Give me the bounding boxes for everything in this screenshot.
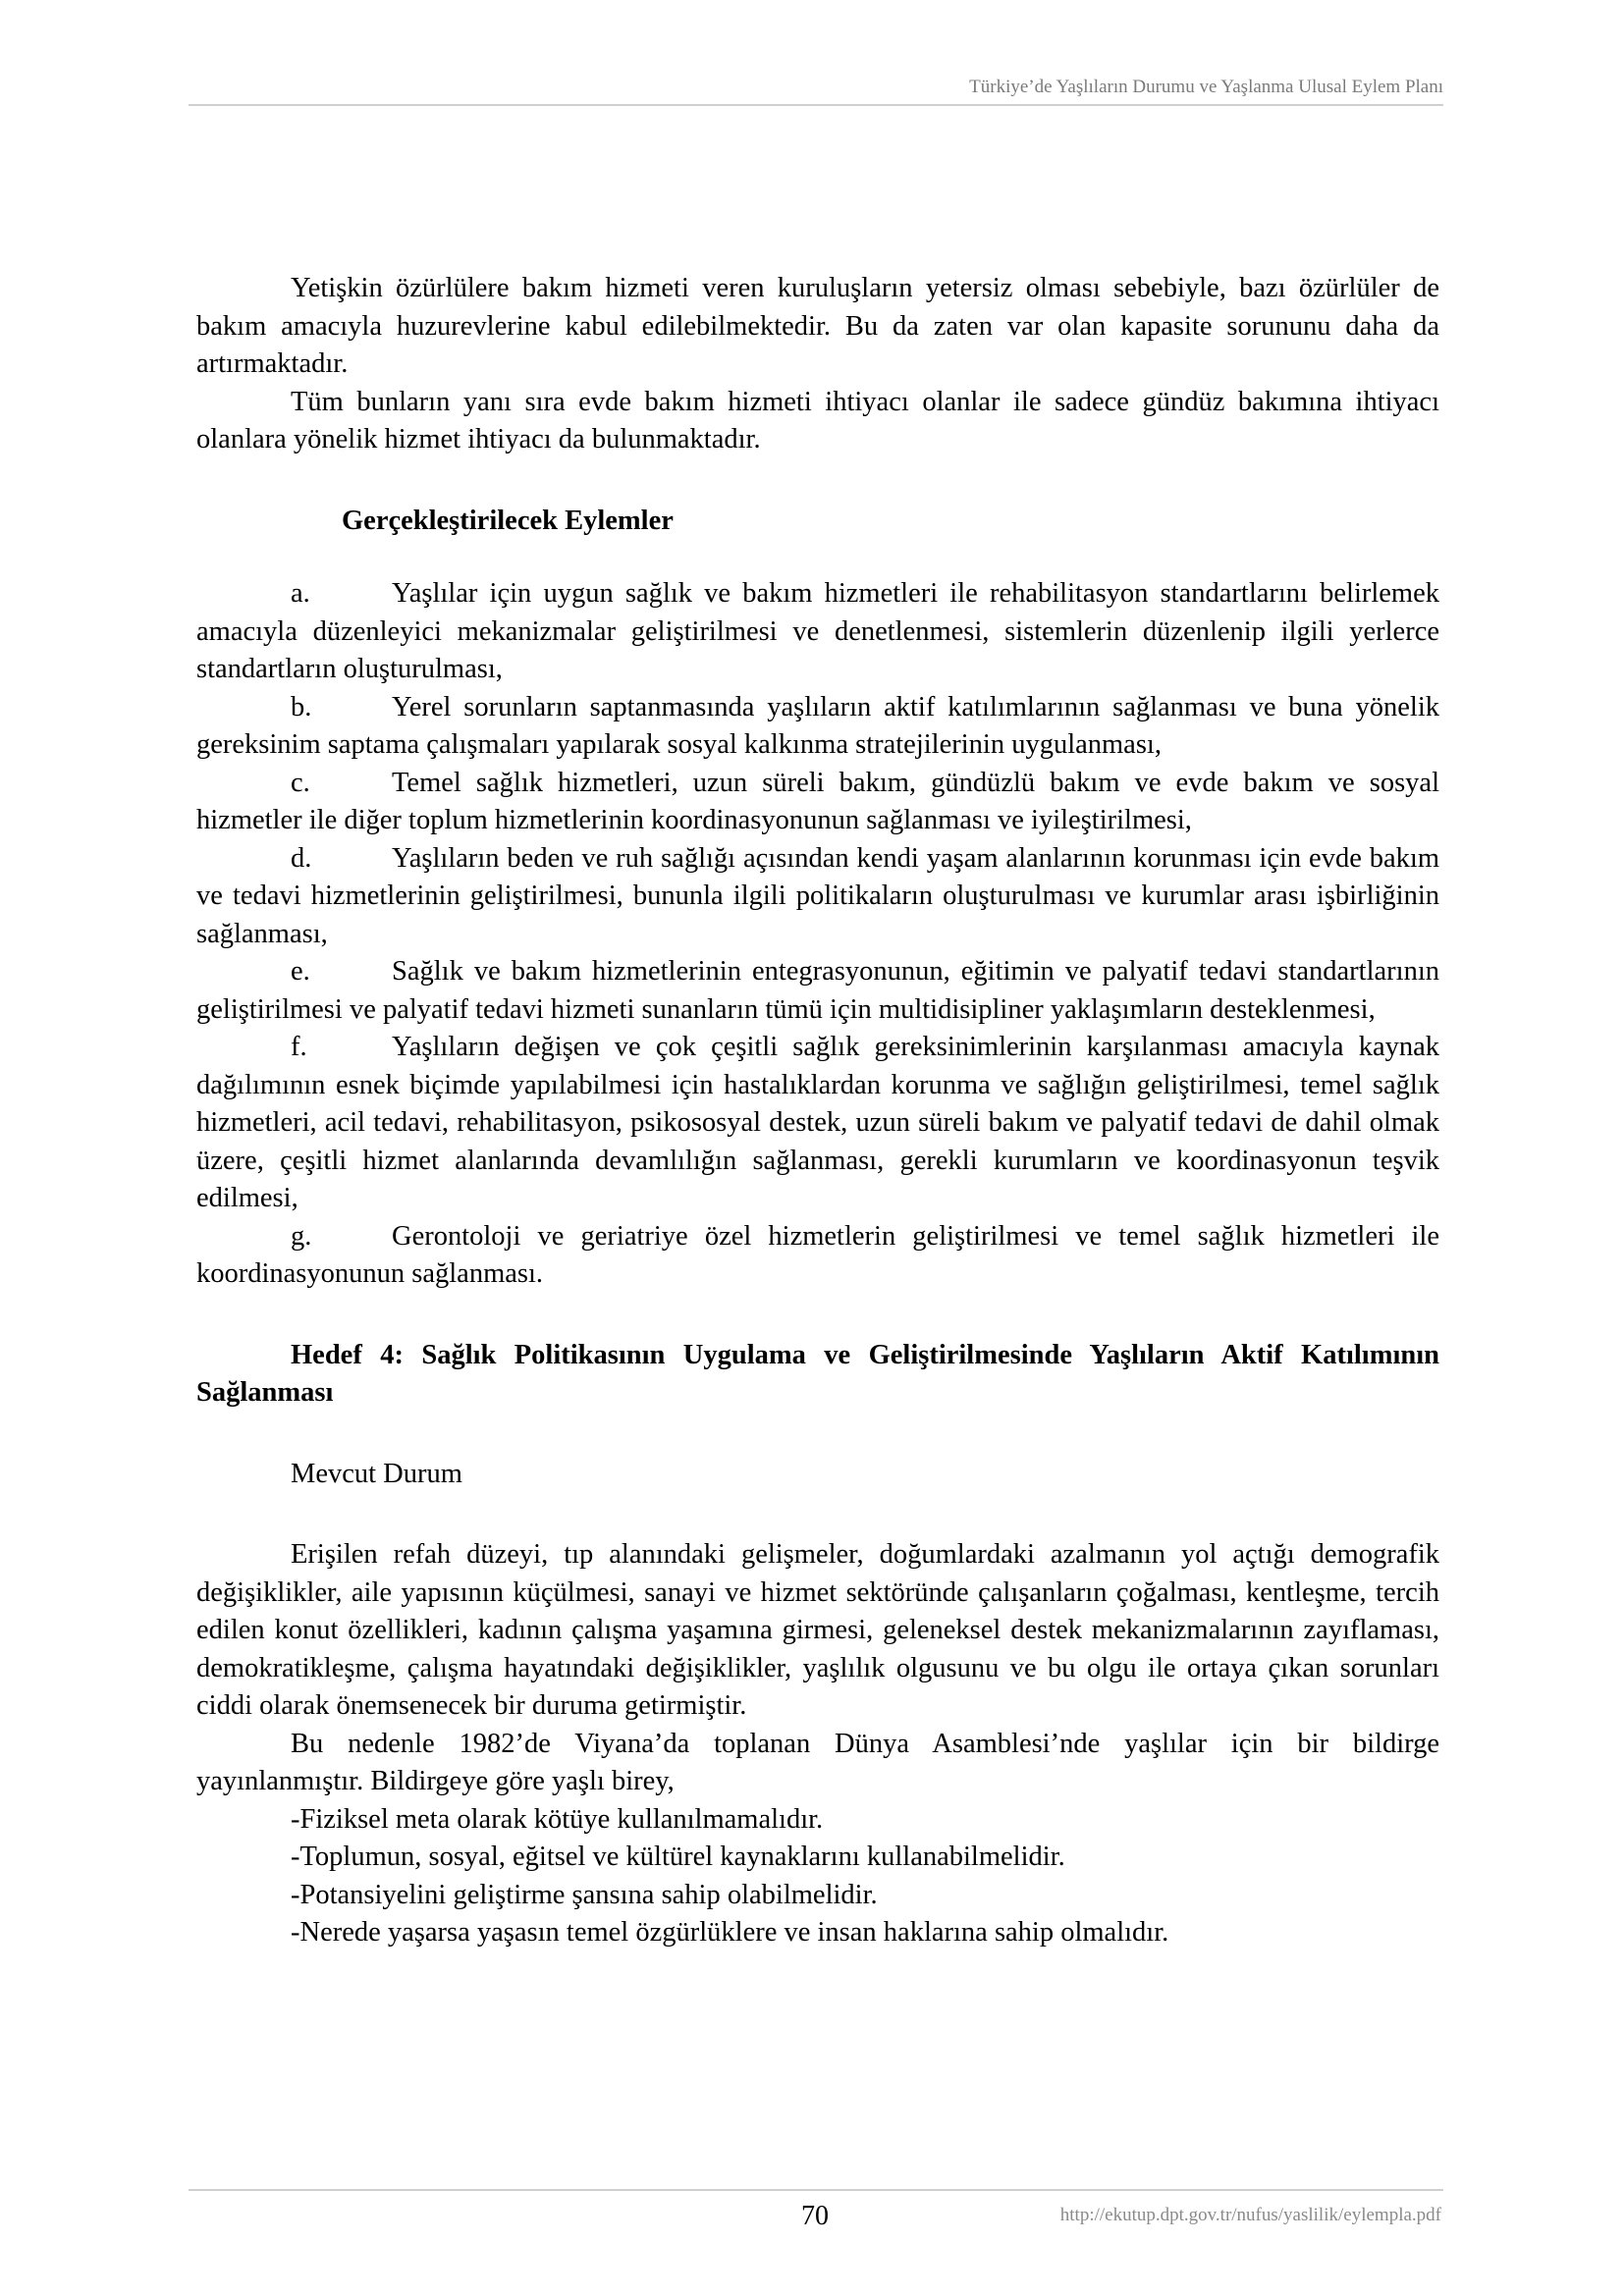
- current-state-paragraph: Erişilen refah düzeyi, tıp alanındaki gelişmeler, doğumlardaki azalmanın yol açtığı demografik değişiklikler, aile yapısının küçülmesi, sanayi ve hizmet sektöründe çalışanların çoğalması, kentleşme, tercih edilen konut özellikleri, kadının çalışma yaşamına girmesi, geleneksel destek mekanizmalarının zayıflaması, demokratikleşme, çalışma hayatındaki değişiklikler, yaşlılık olgusunu ve bu olgu ile ortaya çıkan sorunları ciddi olarak önemsenecek bir duruma getirmiştir.: [196, 1539, 1439, 1721]
- goal-heading: Hedef 4: Sağlık Politikasının Uygulama ve Geliştirilmesinde Yaşlıların Aktif Katılımının Sağlanması: [196, 1339, 1439, 1408]
- action-item-c: [196, 765, 1439, 840]
- intro-paragraph: Yetişkin özürlülere bakım hizmeti veren kuruluşların yetersiz olması sebebiyle, bazı özürlüler de bakım amacıyla huzurevlerine kabul edilebilmektedir. Bu da zaten var olan kapasite sorununu daha da artırmaktadır.: [196, 273, 1439, 379]
- action-text: Yerel sorunların saptanmasında yaşlıların aktif katılımlarının sağlanması ve buna yönelik gereksinim saptama çalışmaları yapılarak sosyal kalkınma stratejilerinin uygulanması,: [196, 691, 1439, 760]
- current-state-paragraph: Bu nedenle 1982’de Viyana’da toplanan Dünya Asamblesi’nde yaşlılar için bir bildirge yayınlanmıştır. Bildirgeye göre yaşlı birey,: [196, 1728, 1439, 1796]
- page-body: [196, 270, 1439, 1952]
- action-label: b.: [291, 691, 312, 722]
- header-rule: [189, 104, 1443, 106]
- action-text: Temel sağlık hizmetleri, uzun süreli bakım, gündüzlü bakım ve evde bakım ve sosyal hizmetler ile diğer toplum hizmetlerinin koordinasyonunun sağlanması ve iyileştirilmesi,: [196, 767, 1439, 835]
- intro-paragraph: Tüm bunların yanı sıra evde bakım hizmeti ihtiyacı olanlar ile sadece gündüz bakımına ihtiyacı olanlara yönelik hizmet ihtiyacı da bulunmaktadır.: [196, 386, 1439, 454]
- action-text: Yaşlılar için uygun sağlık ve bakım hizmetleri ile rehabilitasyon standartlarını belirlemek amacıyla düzenleyici mekanizmalar geliştirilmesi ve denetlenmesi, sistemlerin düzenlenip ilgili yerlerce standartların oluşturulması,: [196, 578, 1439, 684]
- footer-rule: [189, 2189, 1443, 2191]
- action-label: g.: [291, 1220, 312, 1252]
- running-header: Türkiye’de Yaşlıların Durumu ve Yaşlanma Ulusal Eylem Planı: [969, 77, 1443, 97]
- action-item-e: [196, 953, 1439, 1029]
- action-item-f: [196, 1029, 1439, 1218]
- declaration-item: -Fiziksel meta olarak kötüye kullanılmamalıdır.: [291, 1803, 824, 1835]
- action-item-a: [196, 575, 1439, 689]
- action-item-b: [196, 689, 1439, 765]
- action-item-g: [196, 1218, 1439, 1294]
- declaration-item: -Potansiyelini geliştirme şansına sahip olabilmelidir.: [291, 1879, 878, 1910]
- source-url: http://ekutup.dpt.gov.tr/nufus/yaslilik/eylempla.pdf: [1059, 2205, 1441, 2225]
- action-label: d.: [291, 842, 312, 874]
- action-text: Yaşlıların değişen ve çok çeşitli sağlık gereksinimlerinin karşılanması amacıyla kaynak dağılımının esnek biçimde yapılabilmesi için hastalıklardan korunma ve sağlığın geliştirilmesi, temel sağlık hizmetleri, acil tedavi, rehabilitasyon, psikososyal destek, uzun süreli bakım ve palyatif tedavi de dahil olmak üzere, çeşitli hizmet alanlarında devamlılığın sağlanması, gerekli kurumların ve koordinasyonun teşvik edilmesi,: [196, 1032, 1439, 1213]
- page-number: 70: [801, 2201, 829, 2231]
- actions-heading: Gerçekleştirilecek Eylemler: [342, 505, 674, 536]
- action-label: a.: [291, 578, 310, 609]
- declaration-item: -Nerede yaşarsa yaşasın temel özgürlüklere ve insan haklarına sahip olmalıdır.: [291, 1917, 1169, 1948]
- action-label: e.: [291, 956, 310, 987]
- action-text: Sağlık ve bakım hizmetlerinin entegrasyonunun, eğitimin ve palyatif tedavi standartlarının geliştirilmesi ve palyatif tedavi hizmeti sunanların tümü için multidisipliner yaklaşımların desteklenmesi,: [196, 956, 1439, 1025]
- action-label: c.: [291, 767, 310, 798]
- action-text: Gerontoloji ve geriatriye özel hizmetlerin geliştirilmesi ve temel sağlık hizmetleri ile koordinasyonunun sağlanması.: [196, 1220, 1439, 1289]
- declaration-item: -Toplumun, sosyal, eğitsel ve kültürel kaynaklarını kullanabilmelidir.: [291, 1842, 1065, 1872]
- action-text: Yaşlıların beden ve ruh sağlığı açısından kendi yaşam alanlarının korunması için evde bakım ve tedavi hizmetlerinin geliştirilmesi, bununla ilgili politikaların oluşturulması ve kurumlar arası işbirliğinin sağlanması,: [196, 842, 1439, 949]
- current-state-heading: Mevcut Durum: [291, 1458, 462, 1489]
- action-label: f.: [291, 1032, 307, 1062]
- action-item-d: [196, 840, 1439, 954]
